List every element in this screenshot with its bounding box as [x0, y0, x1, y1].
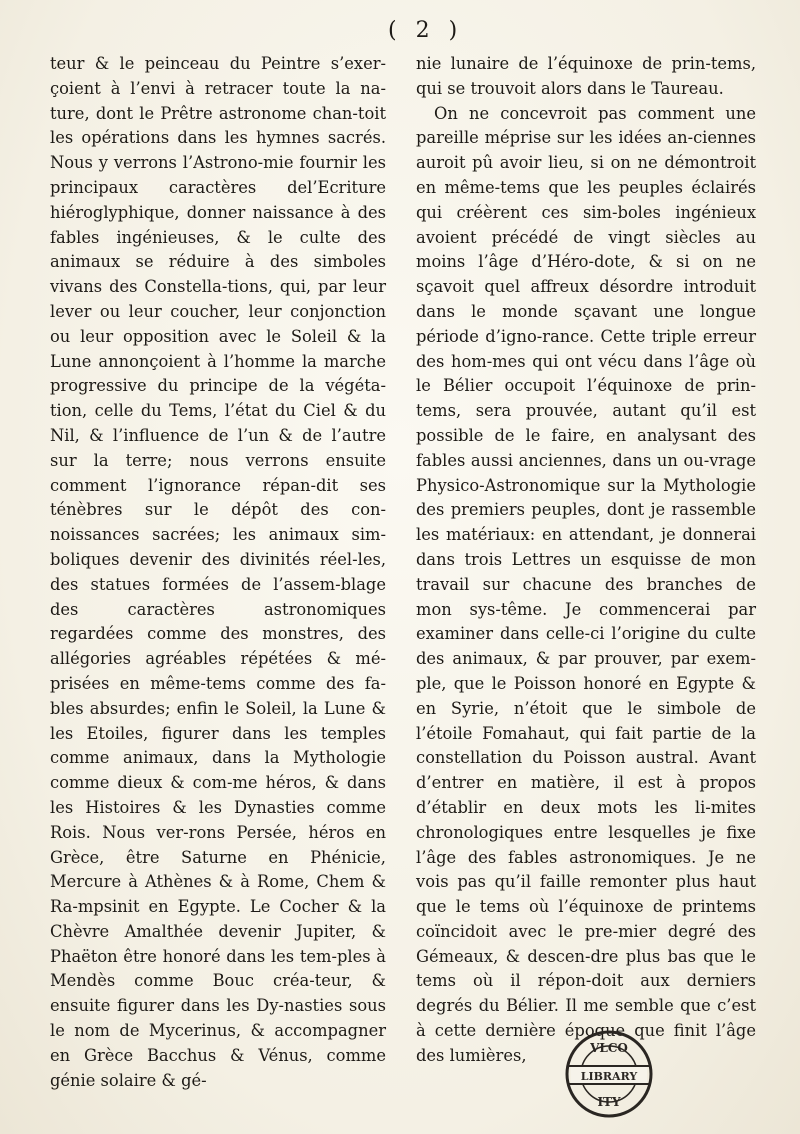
- right-column: [416, 52, 756, 1069]
- left-column: [50, 52, 386, 1093]
- stamp-top-text: VLCO: [590, 1041, 628, 1055]
- right-paragraph-2: On ne concevroit pas comment une pareille méprise sur les idées an-ciennes auroit pû avoir lieu, si on ne démontroit en même-tems que les peuples éclairés qui créèrent ces sim-boles ingénieux avoient précédé de vingt siècles au moins l’âge d’Héro-dote, & si on ne sçavoit quel affreux désordre introduit dans le monde sçavant une longue période d’igno-rance. Cette triple erreur des hom-mes qui ont vécu dans l’âge où le Bélier occupoit l’équinoxe de prin-tems, sera prouvée, autant qu’il est possible de le faire, en analysant des fables aussi anciennes, dans un ou-vrage Physico-Astronomique sur la Mythologie des premiers peuples, dont je rassemble les matériaux: en attendant, je donnerai dans trois Lettres un esquisse de mon travail sur chacune des branches de mon sys-tême. Je commencerai par examiner dans celle-ci l’origine du culte des animaux, & par prouver, par exem-ple, que le Poisson honoré en Egypte & en Syrie, n’étoit que le simbole de l’étoile Fomahaut, qui fait partie de la constellation du Poisson austral. Avant d’entrer en matière, il est à propos d’établir en deux mots les li-mites chronologiques entre lesquelles je fixe l’âge des fables astronomiques. Je ne vois pas qu’il faille remonter plus haut que le tems où l’équinoxe de printems coïncidoit avec le pre-mier degré des Gémeaux, & descen-dre plus bas que le tems où il répon-doit aux derniers degrés du Bélier. Il me semble que c’est à cette dernière époque que finit l’âge des lumières,: [416, 103, 756, 1065]
- stamp-bottom-text: ITY: [597, 1095, 621, 1109]
- library-stamp-icon: [563, 1028, 655, 1120]
- page-number: ( 2 ): [388, 18, 464, 43]
- right-paragraph-1: nie lunaire de l’équinoxe de prin-tems, qui se trouvoit alors dans le Taureau.: [416, 54, 756, 98]
- left-paragraph-1: teur & le peinceau du Peintre s’exer-çoient à l’envi à retracer toute la na-ture, dont le Prêtre astronome chan-toit les opérations dans les hymnes sacrés. Nous y verrons l’Astrono-mie fournir les principaux caractères del’Ecriture hiéroglyphique, donner naissance à des fables ingénieuses, & le culte des animaux se réduire à des simboles vivans des Constella-tions, qui, par leur lever ou leur coucher, leur conjonction ou leur opposition avec le Soleil & la Lune annonçoient à l’homme la marche progressive du principe de la végéta-tion, celle du Tems, l’état du Ciel & du Nil, & l’influence de l’un & de l’autre sur la terre; nous verrons ensuite comment l’ignorance répan-dit ses ténèbres sur le dépôt des con-noissances sacrées; les animaux sim-boliques devenir des divinités réel-les, des statues formées de l’assem-blage des caractères astronomiques regardées comme des monstres, des allégories agréables répétées & mé-prisées en même-tems comme des fa-bles absurdes; enfin le Soleil, la Lune & les Etoiles, figurer dans les temples comme animaux, dans la Mythologie comme dieux & com-me héros, & dans les Histoires & les Dynasties comme Rois. Nous ver-rons Persée, héros en Grèce, être Saturne en Phénicie, Mercure à Athènes & à Rome, Chem & Ra-mpsinit en Egypte. Le Cocher & la Chèvre Amalthée devenir Jupiter, & Phaëton être honoré dans les tem-ples à Mendès comme Bouc créa-teur, & ensuite figurer dans les Dy-nasties sous le nom de Mycerinus, & accompagner en Grèce Bacchus & Vénus, comme génie solaire & gé-: [50, 54, 386, 1090]
- library-stamp: [563, 1028, 655, 1120]
- stamp-center-text: LIBRARY: [580, 1070, 638, 1083]
